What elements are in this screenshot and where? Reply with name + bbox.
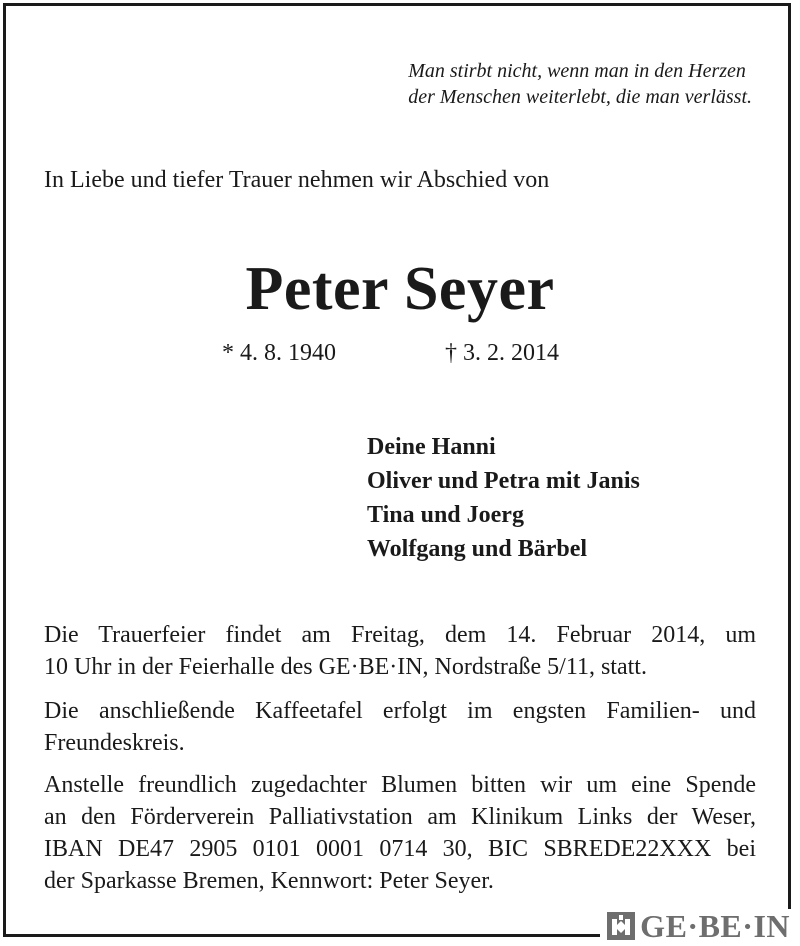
paragraph-line: Freundeskreis. xyxy=(44,730,185,756)
funeral-service-paragraph xyxy=(44,619,756,683)
logo-text: GE·BE·IN xyxy=(640,908,790,944)
paragraph-line: Die Trauerfeier findet am Freitag, dem 14. Februar 2014, um xyxy=(44,622,756,648)
paragraph-line: IBAN DE47 2905 0101 0001 0714 30, BIC SBREDE22XXX bei xyxy=(44,836,756,862)
deceased-name: Peter Seyer xyxy=(245,255,555,323)
mourner-entry: Tina und Joerg xyxy=(367,502,524,528)
gebein-logo xyxy=(600,909,794,943)
birth-date: * 4. 8. 1940 xyxy=(222,340,336,366)
mourners-list xyxy=(367,430,640,566)
mourner-entry: Oliver und Petra mit Janis xyxy=(367,468,640,494)
quote-line-2: der Menschen weiterlebt, die man verlässt. xyxy=(408,86,752,108)
reception-paragraph xyxy=(44,695,756,759)
paragraph-line: Die anschließende Kaffeetafel erfolgt im engsten Familien- und xyxy=(44,698,756,724)
death-date: † 3. 2. 2014 xyxy=(445,340,559,366)
paragraph-line: Anstelle freundlich zugedachter Blumen bitten wir um eine Spende xyxy=(44,772,756,798)
mourner-entry: Deine Hanni xyxy=(367,434,496,460)
intro-text: In Liebe und tiefer Trauer nehmen wir Abschied von xyxy=(44,167,550,193)
gebein-logo-icon xyxy=(606,911,636,941)
paragraph-line: an den Förderverein Palliativstation am Klinikum Links der Weser, xyxy=(44,804,756,830)
mourner-entry: Wolfgang und Bärbel xyxy=(367,536,588,562)
epitaph-quote xyxy=(408,58,752,110)
paragraph-line: 10 Uhr in der Feierhalle des GE·BE·IN, Nordstraße 5/11, statt. xyxy=(44,654,647,680)
paragraph-line: der Sparkasse Bremen, Kennwort: Peter Seyer. xyxy=(44,868,494,894)
donation-paragraph xyxy=(44,769,756,897)
quote-line-1: Man stirbt nicht, wenn man in den Herzen xyxy=(408,60,746,82)
